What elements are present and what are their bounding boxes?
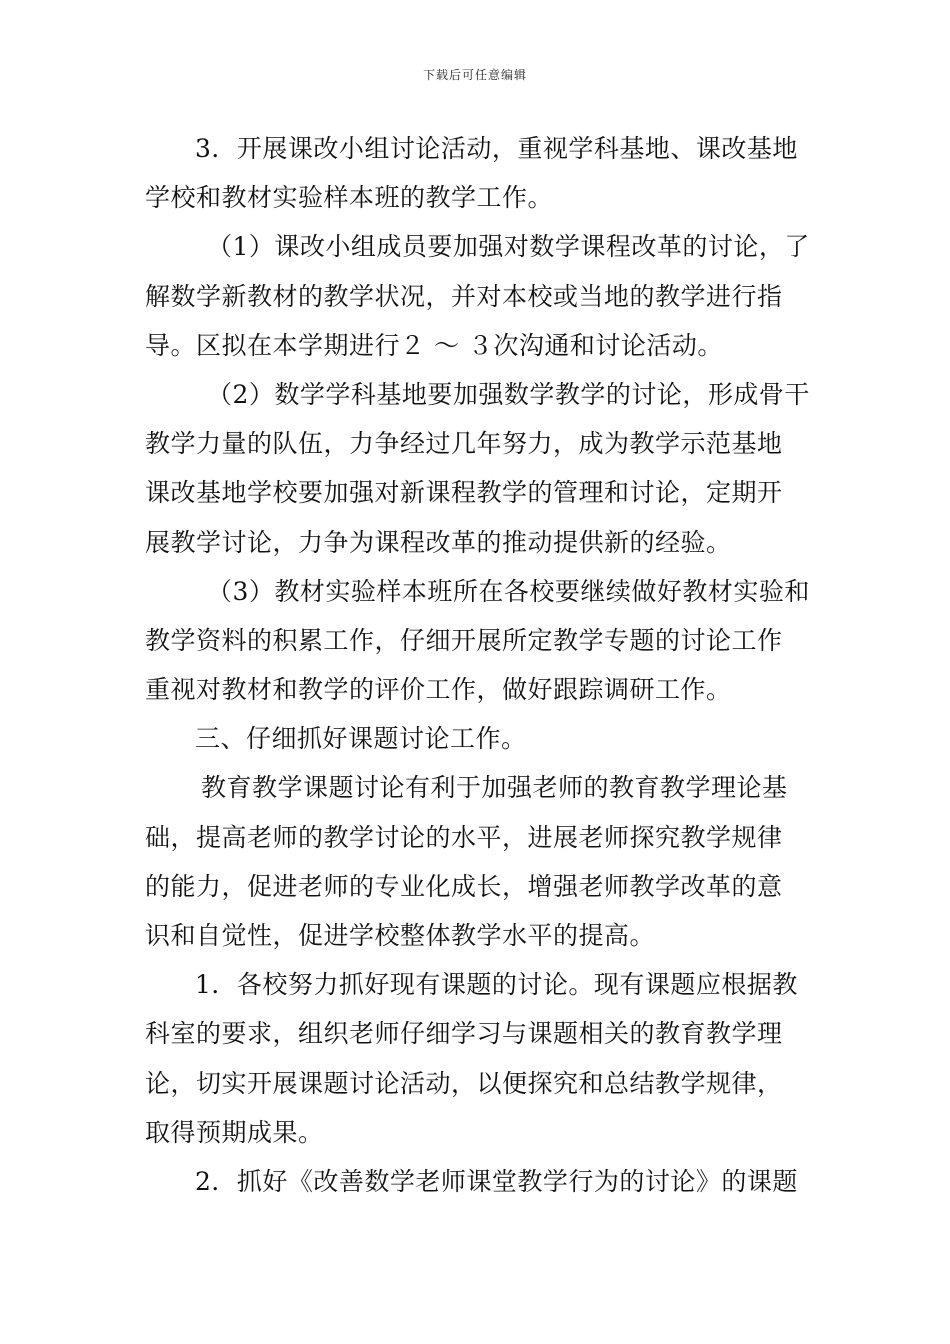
paragraph-line: （1）课改小组成员要加强对数学课程改革的讨论，了 (207, 232, 810, 262)
paragraph-line: 教学力量的队伍，力争经过几年努力，成为教学示范基地 (145, 429, 783, 459)
section-heading: 三、仔细抓好课题讨论工作。 (195, 724, 527, 754)
header-note: 下载后可任意编辑 (422, 68, 527, 82)
paragraph-line: 学校和教材实验样本班的教学工作。 (145, 183, 554, 213)
paragraph-line: 解数学新教材的教学状况，并对本校或当地的教学进行指 (145, 281, 783, 311)
paragraph-line: 课改基地学校要加强对新课程教学的管理和讨论，定期开 (145, 478, 783, 508)
document-body (145, 124, 815, 1206)
paragraph-line: 取得预期成果。 (145, 1117, 324, 1147)
paragraph-line: 论，切实开展课题讨论活动，以便探究和总结教学规律， (145, 1068, 783, 1098)
paragraph-line: 教学资料的积累工作，仔细开展所定教学专题的讨论工作 (145, 625, 783, 655)
paragraph-line: 重视对教材和教学的评价工作，做好跟踪调研工作。 (145, 675, 732, 705)
paragraph-line: 教育教学课题讨论有利于加强老师的教育教学理论基 (201, 773, 788, 803)
paragraph-line: 科室的要求，组织老师仔细学习与课题相关的教育教学理 (145, 1019, 783, 1049)
paragraph-line: （2）数学学科基地要加强数学教学的讨论，形成骨干 (207, 379, 810, 409)
paragraph-line: 导。区拟在本学期进行２ ～ ３次沟通和讨论活动。 (145, 330, 723, 360)
paragraph-line: 的能力，促进老师的专业化成长，增强老师教学改革的意 (145, 871, 783, 901)
paragraph-line: 3．开展课改小组讨论活动，重视学科基地、课改基地 (195, 134, 798, 163)
paragraph-line: 1．各校努力抓好现有课题的讨论。现有课题应根据教 (195, 970, 798, 1000)
paragraph-line: （3）教材实验样本班所在各校要继续做好教材实验和 (207, 576, 810, 606)
paragraph-line: 识和自觉性，促进学校整体教学水平的提高。 (145, 921, 656, 950)
paragraph-line: 展教学讨论，力争为课程改革的推动提供新的经验。 (145, 527, 732, 557)
paragraph-line: 2．抓好《改善数学老师课堂教学行为的讨论》的课题 (195, 1166, 798, 1196)
paragraph-line: 础，提高老师的教学讨论的水平，进展老师探究教学规律 (145, 822, 783, 852)
